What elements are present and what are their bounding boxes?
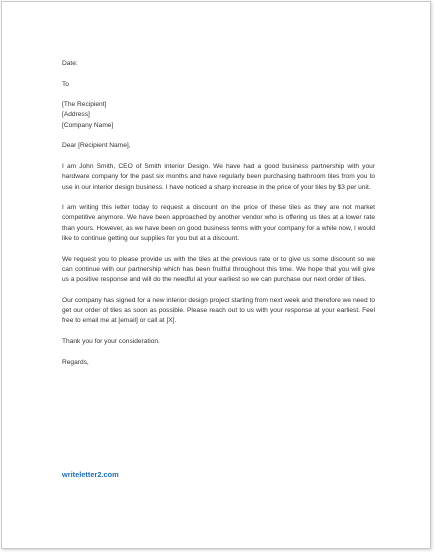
recipient-address-block bbox=[62, 100, 375, 131]
body-paragraph: Our company has signed for a new interior design project starting from next week and therefore we need to get our order of tiles as soon as possible. Please reach out to us with your response at your earliest. Feel free to email me at [email] or call at [X]. bbox=[62, 296, 375, 325]
footer-site-link[interactable]: writeletter2.com bbox=[62, 470, 119, 479]
letter-body bbox=[62, 59, 375, 378]
date-line: Date: bbox=[62, 60, 78, 67]
recipient-address: [Address] bbox=[62, 111, 90, 119]
thanks-line: Thank you for your consideration. bbox=[62, 338, 160, 346]
letter-page bbox=[1, 1, 431, 549]
salutation: Dear [Recipient Name], bbox=[62, 142, 131, 150]
body-paragraph: We request you to please provide us with the tiles at the previous rate or to give us some discount so we can continue with our partnership which has been fruitful throughout this time. We hope that you will give us a positive response and will do the needful at your earliest so we can purchase our next order of tiles. bbox=[62, 255, 375, 284]
recipient-company: [Company Name] bbox=[62, 121, 114, 129]
to-line: To bbox=[62, 80, 69, 88]
closing-line: Regards, bbox=[62, 358, 89, 366]
body-paragraph: I am writing this letter today to request a discount on the price of these tiles as they are not market competitive anymore. We have been approached by another vendor who is offering us tiles at a lower rate than yours. However, as we have been on good business terms with your company for a while now, I would like to continue getting our supplies for you but at a discount. bbox=[62, 204, 375, 243]
recipient-name: [The Recipient] bbox=[62, 101, 107, 109]
body-paragraph: I am John Smith, CEO of Smith interior Design. We have had a good business partnership with your hardware company for the past six months and have regularly been purchasing bathroom tiles from you to use in our interior design business. I have noticed a sharp increase in the price of your tiles by $3 per unit. bbox=[62, 162, 375, 191]
